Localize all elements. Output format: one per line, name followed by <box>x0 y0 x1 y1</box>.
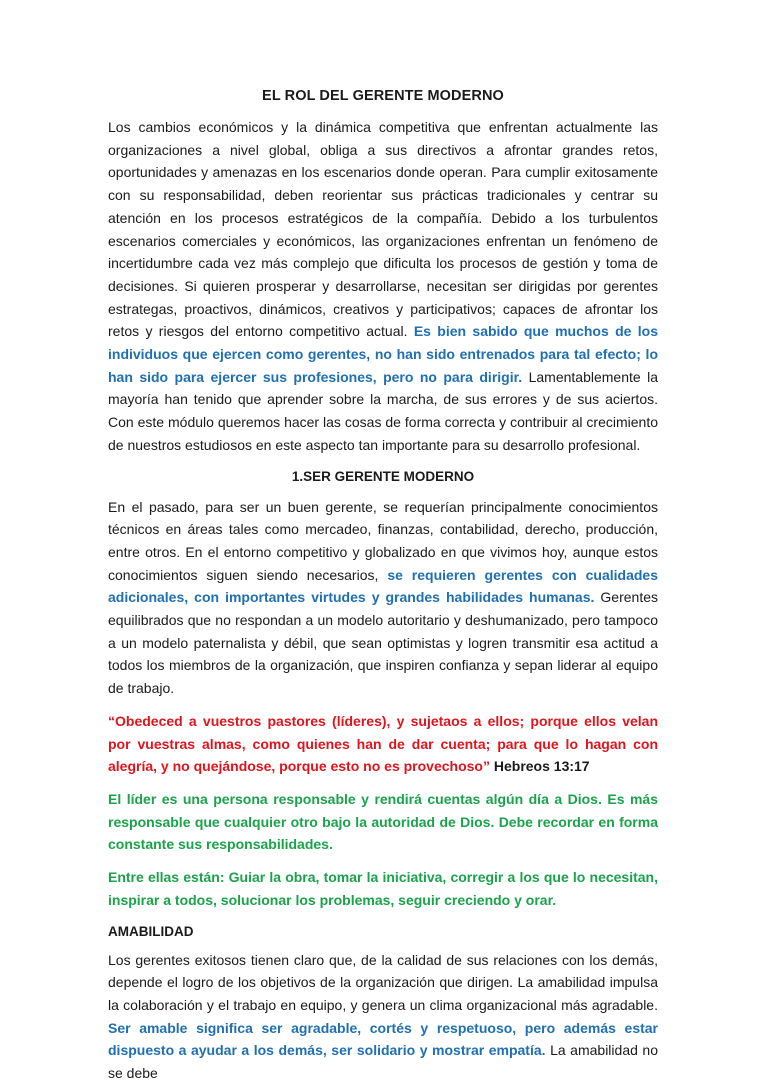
amabilidad-text-1: Los gerentes exitosos tienen claro que, de la calidad de sus relaciones con los demás, depende el logro de los objetivos de la organización que dirigen. La amabilidad impulsa la colaboración y el trabajo en equipo, y genera un clima organizacional más agradable. <box>108 951 658 1013</box>
amabilidad-highlight: Ser amable significa ser agradable, cortés y respetuoso, pero además estar dispuesto a ayudar a los demás, ser solidario y mostrar empatía. <box>108 1019 658 1059</box>
amabilidad-paragraph <box>108 949 658 1085</box>
document-title: EL ROL DEL GERENTE MODERNO <box>262 88 504 104</box>
section-1-title: 1.SER GERENTE MODERNO <box>291 468 475 484</box>
intro-text-1: Los cambios económicos y la dinámica competitiva que enfrentan actualmente las organizaciones a nivel global, obliga a sus directivos a afrontar grandes retos, oportunidades y amenazas en los escenarios donde operan. Para cumplir exitosamente con su responsabilidad, deben reorientar sus prácticas tradicionales y centrar su atención en los procesos estratégicos de la compañía. Debido a los turbulentos escenarios comerciales y económicos, las organizaciones enfrentan un fenómeno de incertidumbre cada vez más complejo que dificulta los procesos de gestión y toma de decisiones. Si quieren prosperar y desarrollarse, necesitan ser dirigidas por gerentes estrategas, proactivos, dinámicos, creativos y participativos; capaces de afrontar los retos y riesgos del entorno competitivo actual. <box>108 119 658 340</box>
amabilidad-heading: AMABILIDAD <box>108 923 194 939</box>
amabilidad-text-2: La amabilidad no se debe <box>108 1042 658 1082</box>
section-1-text-2: Gerentes equilibrados que no respondan a un modelo autoritario y deshumanizado, pero tampoco a un modelo paternalista y débil, que sean optimistas y logren transmitir esa actitud a todos los miembros de la organización, que inspiren confianza y sepan liderar al equipo de trabajo. <box>108 589 658 697</box>
section-1-highlight: se requieren gerentes con cualidades adicionales, con importantes virtudes y grandes habilidades humanas. <box>108 566 659 606</box>
bible-quote-reference: Hebreos 13:17 <box>489 758 590 775</box>
bible-quote <box>108 710 658 778</box>
section-1-paragraph <box>108 496 658 700</box>
intro-highlight: Es bien sabido que muchos de los individuos que ejercen como gerentes, no han sido entrenados para tal efecto; lo han sido para ejercer sus profesiones, pero no para dirigir. <box>108 323 658 385</box>
intro-text-2: Lamentablemente la mayoría han tenido que aprender sobre la marcha, de sus errores y de sus aciertos. Con este módulo queremos hacer las cosas de forma correcta y contribuir al crecimiento de nuestros estudiosos en este aspecto tan importante para su desarrollo profesional. <box>108 368 658 453</box>
leader-paragraph: El líder es una persona responsable y rendirá cuentas algún día a Dios. Es más responsable que cualquier otro bajo la autoridad de Dios. Debe recordar en forma constante sus responsabilidades. <box>108 790 658 853</box>
section-1-text-1: En el pasado, para ser un buen gerente, se requerían principalmente conocimientos técnicos en áreas tales como mercadeo, finanzas, contabilidad, derecho, producción, entre otros. En el entorno competitivo y globalizado en que vivimos hoy, aunque estos conocimientos siguen siendo necesarios, <box>108 498 658 583</box>
bible-quote-text: “Obedeced a vuestros pastores (líderes), y sujetaos a ellos; porque ellos velan por vuestras almas, como quienes han de dar cuenta; para que lo hagan con alegría, y no quejándose, porque esto no es provechoso” <box>108 712 658 775</box>
intro-paragraph <box>108 116 658 457</box>
duties-paragraph: Entre ellas están: Guiar la obra, tomar la iniciativa, corregir a los que lo necesitan, inspirar a todos, solucionar los problemas, seguir creciendo y orar. <box>108 869 658 908</box>
